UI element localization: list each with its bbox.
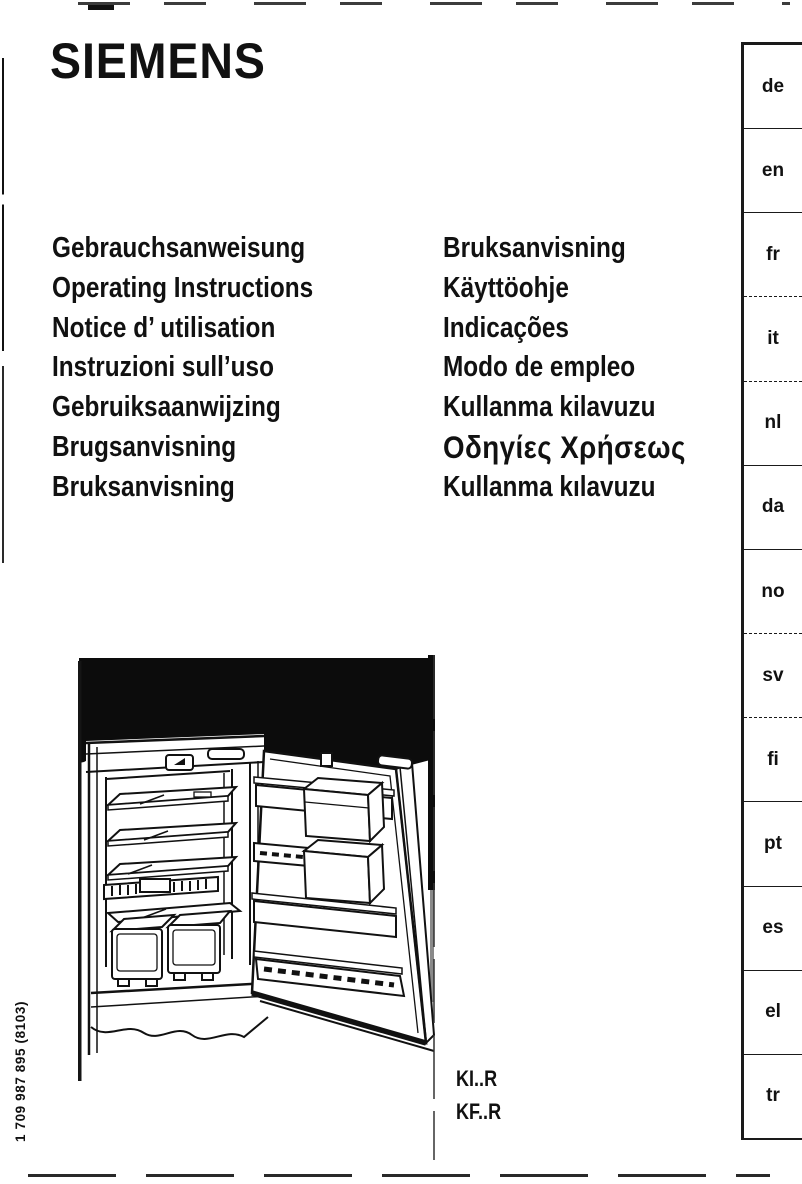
language-tab-label: no bbox=[761, 580, 785, 602]
language-tab-label: fi bbox=[767, 748, 779, 770]
language-tab-fr bbox=[744, 213, 802, 297]
title-pt: Indicações bbox=[443, 311, 569, 344]
model-number-ki: KI..R bbox=[456, 1066, 498, 1091]
scan-artifact-top-edge bbox=[78, 2, 790, 5]
language-tab-fi bbox=[744, 718, 802, 802]
refrigerator-figure bbox=[78, 655, 436, 1179]
language-tab-de bbox=[744, 45, 802, 129]
language-tab-label: pt bbox=[764, 832, 782, 854]
title-en: Operating Instructions bbox=[52, 271, 314, 304]
title-nl: Gebruiksaanwijzing bbox=[52, 391, 281, 424]
model-number-kf: KF..R bbox=[456, 1099, 502, 1124]
language-tab-no bbox=[744, 550, 802, 634]
title-tr1: Kullanma kilavuzu bbox=[443, 391, 656, 424]
language-tab-nl bbox=[744, 382, 802, 466]
language-tab-label: fr bbox=[766, 243, 780, 265]
refrigerator-line-drawing bbox=[78, 655, 436, 1179]
titles-left-column bbox=[52, 229, 363, 508]
title-tr2: Kullanma kılavuzu bbox=[443, 470, 656, 503]
language-tab-da bbox=[744, 466, 802, 550]
scan-artifact-left-edge bbox=[2, 58, 4, 563]
language-tab-sv bbox=[744, 634, 802, 718]
language-tab-label: it bbox=[767, 328, 779, 350]
language-tab-label: sv bbox=[762, 664, 784, 686]
language-tab-tr bbox=[744, 1055, 802, 1138]
language-tab-label: da bbox=[761, 496, 785, 518]
title-el: Οδηγίες Χρήσεως bbox=[443, 428, 686, 465]
language-tab-es bbox=[744, 887, 802, 971]
language-tab-label: es bbox=[762, 917, 784, 939]
model-numbers bbox=[456, 1062, 511, 1128]
language-tab-label: nl bbox=[764, 412, 782, 434]
titles-right-column bbox=[443, 229, 719, 508]
title-sv: Bruksanvisning bbox=[443, 232, 626, 264]
language-tab-it bbox=[744, 297, 802, 381]
language-tab-en bbox=[744, 129, 802, 213]
title-de: Gebrauchsanweisung bbox=[52, 232, 306, 264]
language-tab-label: de bbox=[761, 75, 785, 97]
scan-artifact-top-dash bbox=[88, 5, 114, 10]
language-tab-label: en bbox=[761, 159, 785, 181]
title-no: Bruksanvisning bbox=[52, 470, 235, 503]
language-tab-label: el bbox=[765, 1001, 781, 1023]
language-tab-label: tr bbox=[766, 1085, 780, 1107]
title-fi: Käyttöohje bbox=[443, 271, 569, 304]
title-fr: Notice d’ utilisation bbox=[52, 311, 276, 344]
title-es: Modo de empleo bbox=[443, 351, 636, 384]
title-it: Instruzioni sull’uso bbox=[52, 351, 274, 384]
brand-logo: SIEMENS bbox=[50, 33, 266, 89]
language-tab-strip bbox=[741, 42, 802, 1140]
title-da: Brugsanvisning bbox=[52, 430, 237, 463]
part-number-vertical: 1 709 987 895 (8103) bbox=[13, 1000, 28, 1142]
language-tab-el bbox=[744, 971, 802, 1055]
language-tab-pt bbox=[744, 802, 802, 886]
